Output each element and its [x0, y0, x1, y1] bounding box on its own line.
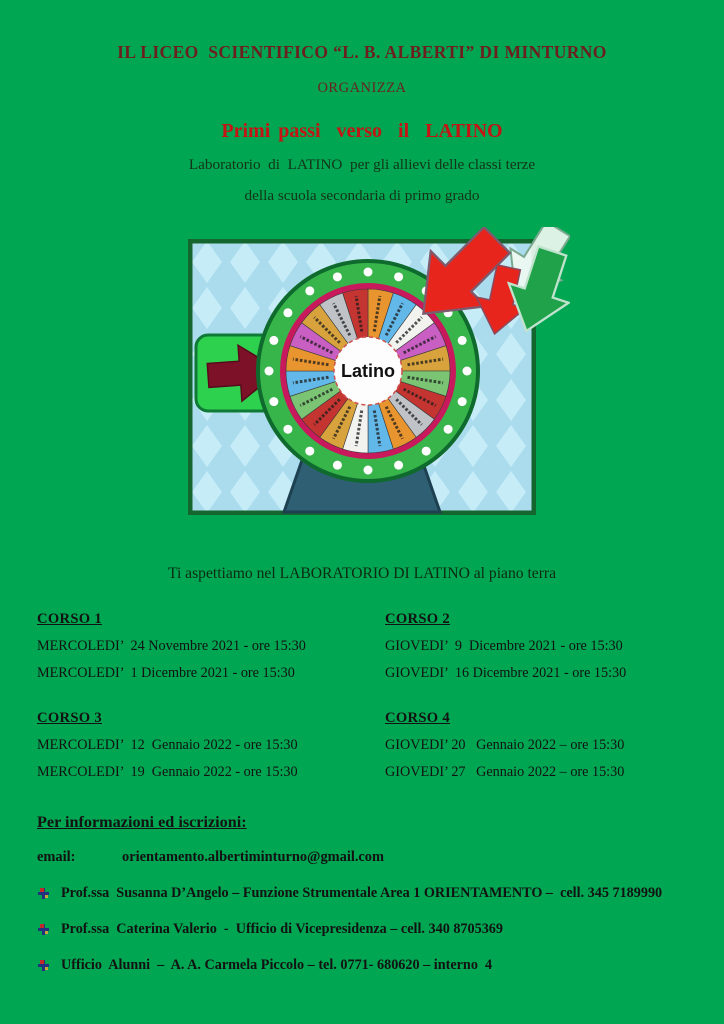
course-session: GIOVEDI’ 27 Gennaio 2022 – ore 15:30 [385, 764, 625, 780]
course-session: MERCOLEDI’ 12 Gennaio 2022 - ore 15:30 [37, 737, 298, 753]
course-title: CORSO 3 [37, 710, 102, 726]
course-title: CORSO 4 [385, 710, 450, 726]
contact-text: Prof.ssa Susanna D’Angelo – Funzione Strumentale Area 1 ORIENTAMENTO – cell. 345 7189990 [61, 885, 663, 901]
flyer-main-title: Primi passi verso il LATINO [221, 120, 503, 142]
course-block-3 [37, 710, 385, 781]
contact-text: Ufficio Alunni – A. A. Carmela Piccolo – tel. 0771- 680620 – interno 4 [61, 957, 493, 973]
bullet-cross-icon [37, 923, 50, 936]
corner-arrows [410, 227, 570, 339]
course-block-4 [385, 710, 687, 781]
contact-row [37, 885, 687, 902]
contact-row [37, 957, 687, 974]
email-address: orientamento.albertiminturno@gmail.com [122, 849, 384, 865]
info-heading: Per informazioni ed iscrizioni: [37, 813, 247, 831]
organizza-label: ORGANIZZA [317, 80, 407, 96]
course-schedule [0, 611, 724, 781]
course-title: CORSO 2 [385, 611, 450, 627]
contact-text: Prof.ssa Caterina Valerio - Ufficio di Vicepresidenza – cell. 340 8705369 [61, 921, 503, 937]
wheel-center-label: Latino [341, 361, 395, 381]
course-block-2 [385, 611, 687, 682]
email-row [37, 849, 687, 866]
bullet-cross-icon [37, 959, 50, 972]
course-session: MERCOLEDI’ 19 Gennaio 2022 - ore 15:30 [37, 764, 298, 780]
course-session: MERCOLEDI’ 24 Novembre 2021 - ore 15:30 [37, 638, 306, 654]
flyer-subtitle-line2: della scuola secondaria di primo grado [244, 187, 480, 204]
course-session: GIOVEDI’ 20 Gennaio 2022 – ore 15:30 [385, 737, 625, 753]
wheel-illustration [188, 239, 536, 515]
info-section [0, 813, 724, 974]
location-line: Ti aspettiamo nel LABORATORIO DI LATINO al piano terra [167, 565, 557, 582]
bullet-cross-icon [37, 887, 50, 900]
course-session: MERCOLEDI’ 1 Dicembre 2021 - ore 15:30 [37, 665, 295, 681]
course-session: GIOVEDI’ 9 Dicembre 2021 - ore 15:30 [385, 638, 623, 654]
course-block-1 [37, 611, 385, 682]
course-title: CORSO 1 [37, 611, 102, 627]
contact-row [37, 921, 687, 938]
course-session: GIOVEDI’ 16 Dicembre 2021 - ore 15:30 [385, 665, 627, 681]
email-label: email: [37, 849, 76, 865]
flyer-subtitle-line1: Laboratorio di LATINO per gli allievi delle classi terze [188, 156, 536, 173]
school-title: IL LICEO SCIENTIFICO “L. B. ALBERTI” DI MINTURNO [117, 42, 607, 62]
